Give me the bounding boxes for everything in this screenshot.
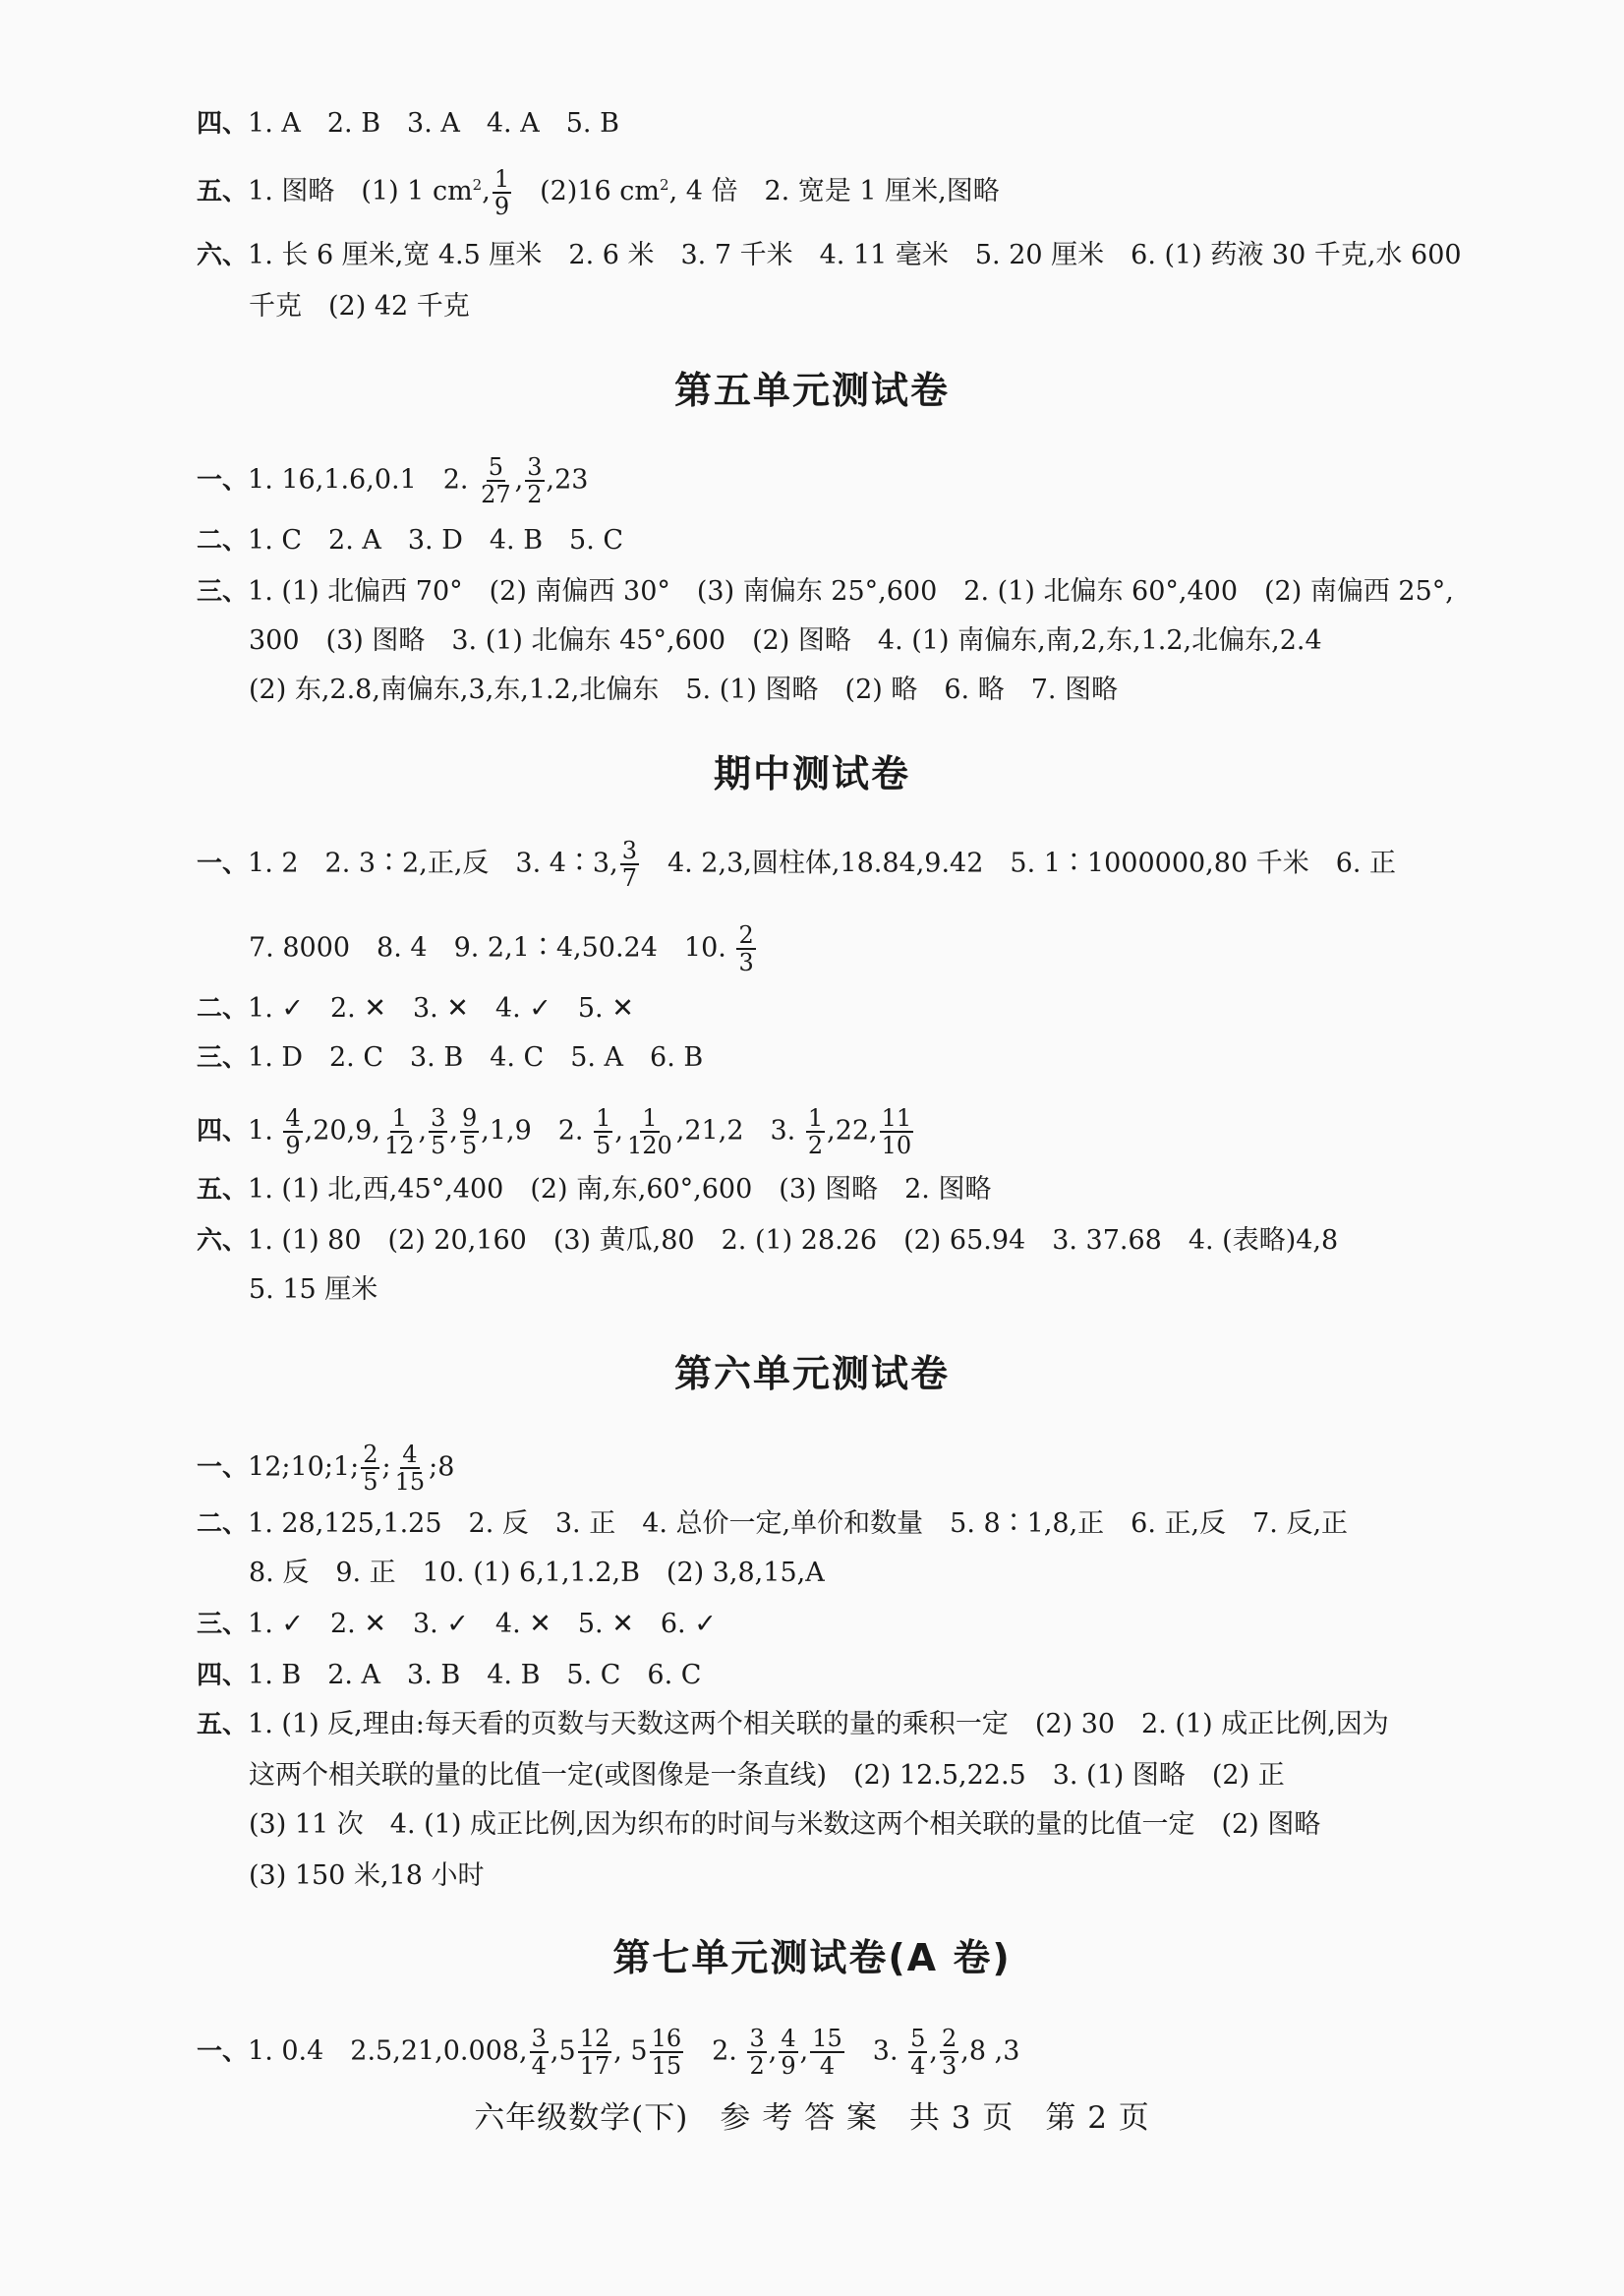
numerator: 5: [910, 2025, 926, 2052]
answer-text: 这两个相关联的量的比值一定(或图像是一条直线) (2) 12.5,22.5 3. (1) 图略 (2) 正: [249, 1760, 1285, 1791]
fraction: [810, 2026, 844, 2079]
answer-line: 一、12;10;1; $\frac{2}{5}$ ; $\frac{4}{15}$ ;8: [197, 1441, 455, 1496]
fraction: [361, 1442, 379, 1495]
answer-text: , 5: [613, 2035, 648, 2067]
denominator: 5: [461, 1132, 478, 1159]
page-footer: 六年级数学(下) 参 考 答 案 共 3 页 第 2 页: [474, 2100, 1150, 2136]
denominator: 3: [941, 2052, 957, 2080]
answer-text: 1. (1) 北偏西 70° (2) 南偏西 30° (3) 南偏东 25°,600 2. (1) 北偏东 60°,400 (2) 南偏西 25°,: [248, 576, 1454, 607]
answer-text: (3) 150 米,18 小时: [249, 1860, 485, 1891]
answer-text: 8. 反 9. 正 10. (1) 6,1,1.2,B (2) 3,8,15,A: [249, 1558, 825, 1588]
answer-text: 1. ✓ 2. ✕ 3. ✕ 4. ✓ 5. ✕: [248, 993, 634, 1024]
fraction: [880, 1105, 914, 1158]
fraction: [530, 2026, 549, 2079]
answer-line: [197, 572, 1454, 612]
section-label: 三、: [197, 577, 249, 607]
answer-text: 1. C 2. A 3. D 4. B 5. C: [248, 525, 624, 556]
fraction: [382, 1105, 417, 1158]
answer-line: [197, 104, 619, 144]
answer-text: (2)16 cm: [513, 176, 661, 206]
answer-text: 1. B 2. A 3. B 4. B 5. C 6. C: [248, 1660, 702, 1690]
fraction: [493, 166, 511, 219]
answer-text: 2.: [685, 2035, 746, 2067]
fraction: [429, 1105, 447, 1158]
section-label: 一、: [197, 2036, 249, 2067]
section-label: 四、: [197, 109, 249, 139]
fraction: [460, 1105, 479, 1158]
denominator: 9: [285, 1132, 301, 1159]
answer-line: [249, 1805, 1320, 1845]
answer-text: ,: [482, 176, 491, 206]
answer-text: 1. (1) 北,西,45°,400 (2) 南,东,60°,600 (3) 图略 2. 图略: [248, 1174, 992, 1205]
answer-text: 1. 28,125,1.25 2. 反 3. 正 4. 总价一定,单价和数量 5. 8∶1,8,正 6. 正,反 7. 反,正: [248, 1508, 1349, 1539]
section-label: 五、: [197, 1710, 249, 1739]
fraction: [578, 2026, 612, 2079]
answer-text: 1. (1) 80 (2) 20,160 (3) 黄瓜,80 2. (1) 28.26 (2) 65.94 3. 37.68 4. (表略)4,8: [248, 1225, 1339, 1256]
section-label: 一、: [197, 465, 249, 496]
numerator: 12: [579, 2025, 610, 2052]
answer-text: ,21,2 3.: [675, 1115, 804, 1147]
answer-line: [197, 1170, 991, 1209]
numerator: 4: [781, 2025, 796, 2052]
answer-text: 1. (1) 反,理由:每天看的页数与天数这两个相关联的量的乘积一定 (2) 30 2. (1) 成正比例,因为: [248, 1709, 1389, 1739]
answer-line: [197, 838, 1396, 891]
answer-text: 1. A 2. B 3. A 4. A 5. B: [248, 108, 619, 139]
fraction: [525, 454, 544, 507]
numerator: 3: [531, 2025, 547, 2052]
denominator: 10: [881, 1132, 912, 1159]
answer-line: [249, 1756, 1285, 1796]
answer-text: 1. 长 6 厘米,宽 4.5 厘米 2. 6 米 3. 7 千米 4. 11 毫米 5. 20 厘米 6. (1) 药液 30 千克,水 600: [248, 240, 1462, 270]
section-label: 四、: [197, 1116, 249, 1147]
answer-text: 1. 0.4 2.5,21,0.008,: [248, 2035, 528, 2067]
section-heading: 第五单元测试卷: [673, 369, 950, 412]
answer-line: [197, 521, 623, 560]
denominator: 9: [493, 192, 510, 220]
fraction: [779, 2026, 797, 2079]
answer-line: [249, 621, 1322, 661]
numerator: 2: [941, 2025, 957, 2052]
denominator: 5: [596, 1132, 611, 1159]
answer-line: [197, 1504, 1348, 1544]
answer-text: 7. 8000 8. 4 9. 2,1∶4,50.24 10.: [249, 932, 735, 964]
fraction: [594, 1105, 612, 1158]
answer-text: 1. 2 2. 3∶2,正,反 3. 4∶3,: [248, 848, 618, 879]
numerator: 11: [881, 1104, 912, 1132]
answer-text: , 4 倍 2. 宽是 1 厘米,图略: [668, 176, 1000, 206]
fraction: [620, 838, 639, 891]
denominator: 7: [621, 864, 637, 892]
answer-text: ,8 ,3: [960, 2035, 1020, 2067]
section-heading: 第七单元测试卷(A 卷): [612, 1936, 1012, 1979]
denominator: 5: [431, 1132, 446, 1159]
numerator: 2: [363, 1441, 378, 1468]
answer-text: 3.: [845, 2035, 907, 2067]
answer-line: [249, 1270, 377, 1310]
superscript: 2: [472, 176, 483, 194]
denominator: 17: [579, 2052, 610, 2080]
fraction: [650, 2026, 684, 2079]
denominator: 2: [527, 481, 543, 508]
numerator: 2: [738, 921, 754, 949]
fraction: [806, 1105, 825, 1158]
answer-line: [249, 1554, 825, 1593]
answer-text: 1. 图略 (1) 1 cm: [248, 176, 473, 206]
fraction: [747, 2026, 766, 2079]
answer-line: 四、1. $\frac{4}{9}$ ,20,9, $\frac{1}{12}$ , $\frac{3}{5}$ , $\frac{9}{5}$ ,1,9 2. $\frac{1}{5}$ , $\frac{1}{120}$ ,21,2 3. $\frac{1}{2}$ ,22, $\frac{11}{10}$: [197, 1104, 912, 1159]
answer-line: [197, 165, 1000, 219]
fraction: [940, 2026, 958, 2079]
denominator: 5: [363, 1468, 378, 1496]
denominator: 120: [626, 1132, 672, 1159]
numerator: 1: [493, 164, 510, 193]
answer-text: 4. 2,3,圆柱体,18.84,9.42 5. 1∶1000000,80 千米 6. 正: [640, 848, 1397, 879]
answer-text: (3) 11 次 4. (1) 成正比例,因为织布的时间与米数这两个相关联的量的比值一定 (2) 图略: [249, 1809, 1321, 1840]
numerator: 3: [527, 453, 543, 481]
numerator: 5: [488, 453, 504, 481]
answer-line: [197, 1605, 717, 1644]
fraction: [479, 454, 513, 507]
denominator: 3: [738, 949, 754, 976]
answer-text: ,5: [550, 2035, 576, 2067]
section-heading: 期中测试卷: [713, 752, 910, 795]
numerator: 1: [391, 1104, 407, 1132]
answer-line: [249, 1856, 484, 1896]
denominator: 15: [394, 1468, 426, 1496]
answer-text: ,22,: [827, 1115, 878, 1147]
denominator: 12: [383, 1132, 415, 1159]
section-label: 三、: [197, 1043, 249, 1073]
numerator: 4: [285, 1104, 301, 1132]
answer-line: [197, 1705, 1389, 1744]
answer-text: ,20,9,: [304, 1115, 380, 1147]
numerator: 3: [621, 837, 637, 864]
denominator: 4: [531, 2052, 547, 2080]
numerator: 1: [642, 1104, 658, 1132]
answer-line: 一、1. 16,1.6,0.1 2. $\frac{5}{27}$ , $\frac{3}{2}$ ,23: [197, 453, 589, 508]
answer-line: [249, 671, 1118, 710]
section-label: 五、: [197, 1175, 249, 1205]
section-label: 一、: [197, 849, 249, 879]
numerator: 16: [651, 2025, 682, 2052]
denominator: 2: [807, 1132, 824, 1159]
fraction: [625, 1105, 674, 1158]
fraction: [283, 1105, 302, 1158]
answer-line: [197, 1038, 703, 1078]
denominator: 4: [910, 2052, 926, 2080]
answer-text: (2) 东,2.8,南偏东,3,东,1.2,北偏东 5. (1) 图略 (2) 略 6. 略 7. 图略: [249, 675, 1119, 705]
section-label: 二、: [197, 526, 249, 556]
numerator: 1: [596, 1104, 611, 1132]
fraction: [908, 2026, 927, 2079]
answer-text: 1.: [248, 1115, 282, 1147]
answer-text: 12;10;1;: [248, 1451, 360, 1483]
answer-line: [197, 1656, 701, 1695]
section-heading: 第六单元测试卷: [673, 1352, 950, 1395]
answer-text: 1. D 2. C 3. B 4. C 5. A 6. B: [248, 1042, 704, 1073]
answer-line: [249, 287, 470, 326]
section-label: 四、: [197, 1661, 249, 1690]
answer-text: 1. 16,1.6,0.1 2.: [248, 464, 478, 496]
numerator: 4: [402, 1441, 418, 1468]
numerator: 9: [461, 1104, 478, 1132]
section-label: 六、: [197, 1226, 249, 1256]
answer-text: 300 (3) 图略 3. (1) 北偏东 45°,600 (2) 图略 4. (1) 南偏东,南,2,东,1.2,北偏东,2.4: [249, 625, 1322, 656]
answer-text: 5. 15 厘米: [249, 1274, 378, 1305]
answer-line: 一、1. 0.4 2.5,21,0.008, $\frac{3}{4}$ ,5 $\frac{12}{17}$ , 5 $\frac{16}{15}$ 2. $\frac{3}{2}$ , $\frac{4}{9}$ , $\frac{15}{4}$ 3. $\frac{5}{4}$ , $\frac{2}{3}$ ,8 ,3: [197, 2025, 1020, 2080]
superscript: 2: [660, 176, 669, 194]
denominator: 27: [481, 481, 511, 508]
answer-line: [197, 236, 1462, 275]
answer-text: 千克 (2) 42 千克: [249, 291, 470, 322]
section-label: 二、: [197, 994, 249, 1024]
section-label: 三、: [197, 1610, 249, 1639]
answer-line: [197, 1221, 1338, 1261]
fraction: [736, 922, 755, 975]
fraction: [393, 1442, 428, 1495]
answer-text: ,1,9 2.: [481, 1115, 593, 1147]
section-label: 二、: [197, 1509, 249, 1539]
section-label: 五、: [197, 177, 249, 206]
answer-text: ,23: [546, 464, 589, 496]
answer-line: [197, 989, 634, 1029]
section-label: 六、: [197, 241, 249, 270]
numerator: 1: [807, 1104, 824, 1132]
section-label: 一、: [197, 1452, 249, 1483]
numerator: 3: [431, 1104, 446, 1132]
answer-line: [249, 922, 758, 975]
denominator: 4: [819, 2052, 836, 2080]
numerator: 3: [749, 2025, 765, 2052]
denominator: 9: [781, 2052, 796, 2080]
answer-text: ;8: [429, 1451, 455, 1483]
answer-text: 1. ✓ 2. ✕ 3. ✓ 4. ✕ 5. ✕ 6. ✓: [248, 1609, 717, 1639]
numerator: 15: [812, 2025, 842, 2052]
denominator: 15: [651, 2052, 682, 2080]
denominator: 2: [749, 2052, 765, 2080]
